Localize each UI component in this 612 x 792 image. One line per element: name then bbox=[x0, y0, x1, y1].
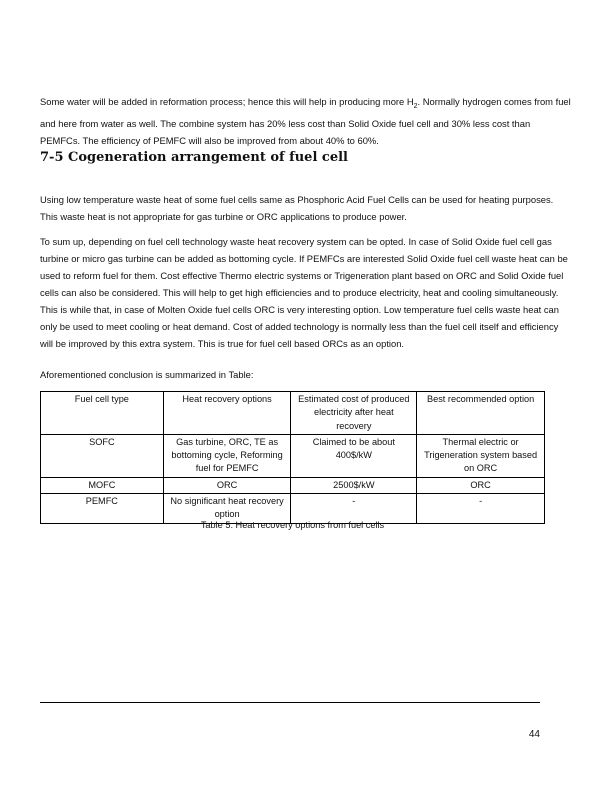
table-header-cell: Best recommended option bbox=[417, 392, 545, 435]
subscript-2: 2 bbox=[413, 102, 418, 110]
paragraph-reformation-text-cont: . Normally hydrogen comes from fuel and here from water as well. The combine system has 20% less cost than Solid Oxide fuel cell and 30% less cost than PEMFCs. The efficiency of PEMFC will also be improved from about 40% to 60%. bbox=[40, 96, 571, 146]
table-row bbox=[41, 434, 545, 477]
table-header-cell: Heat recovery options bbox=[163, 392, 291, 435]
paragraph-reformation-text: Some water will be added in reformation process; hence this will help in producing more H bbox=[40, 96, 414, 107]
table-cell: Thermal electric or Trigeneration system based on ORC bbox=[417, 434, 545, 477]
paragraph-table-intro: Aforementioned conclusion is summarized in Table: bbox=[40, 369, 254, 380]
table-row bbox=[41, 494, 545, 524]
table-cell: ORC bbox=[417, 477, 545, 493]
paragraph-waste-heat: Using low temperature waste heat of some fuel cells same as Phosphoric Acid Fuel Cells can be used for heating purposes. This waste heat is not appropriate for gas turbine or ORC applications to produce power. bbox=[40, 194, 554, 222]
table-header-row bbox=[41, 392, 545, 435]
table-cell: 2500$/kW bbox=[291, 477, 417, 493]
table-cell: - bbox=[291, 494, 417, 524]
paragraph-reformation bbox=[40, 93, 572, 149]
table-cell: ORC bbox=[163, 477, 291, 493]
table-cell: SOFC bbox=[41, 434, 164, 477]
table-cell: Gas turbine, ORC, TE as bottoming cycle, Reforming fuel for PEMFC bbox=[163, 434, 291, 477]
table-cell: - bbox=[417, 494, 545, 524]
paragraph-summary: To sum up, depending on fuel cell technology waste heat recovery system can be opted. In case of Solid Oxide fuel cell gas turbine or micro gas turbine can be added as bottoming cycle. If PEMFCs are interested Solid Oxide fuel cell waste heat can be used to reform fuel for them. Cost effective Thermo electric systems or Trigeneration plant based on ORC and Solid Oxide fuel cells can also be considered. This will help to get high efficiencies and to produce electricity, heat and cooling simultaneously. This is while that, in case of Molten Oxide fuel cells ORC is very interesting option. Low temperature fuel cells waste heat can only be used to meet cooling or heat demand. Cost of added technology is normally less than the fuel cell itself and efficiency will be improved by this extra system. This is true for fuel cell based ORCs as an option. bbox=[40, 236, 568, 349]
table-cell: PEMFC bbox=[41, 494, 164, 524]
table-header-cell: Fuel cell type bbox=[41, 392, 164, 435]
heat-recovery-table bbox=[40, 391, 545, 524]
table-header-cell: Estimated cost of produced electricity after heat recovery bbox=[291, 392, 417, 435]
table-caption: Table 5: Heat recovery options from fuel cells bbox=[200, 520, 385, 530]
section-heading: 7-5 Cogeneration arrangement of fuel cell bbox=[40, 150, 348, 165]
table-cell: No significant heat recovery option bbox=[163, 494, 291, 524]
table-cell: Claimed to be about 400$/kW bbox=[291, 434, 417, 477]
page-number: 44 bbox=[528, 729, 540, 740]
table-cell: MOFC bbox=[41, 477, 164, 493]
table-row bbox=[41, 477, 545, 493]
footer-divider bbox=[40, 702, 540, 703]
